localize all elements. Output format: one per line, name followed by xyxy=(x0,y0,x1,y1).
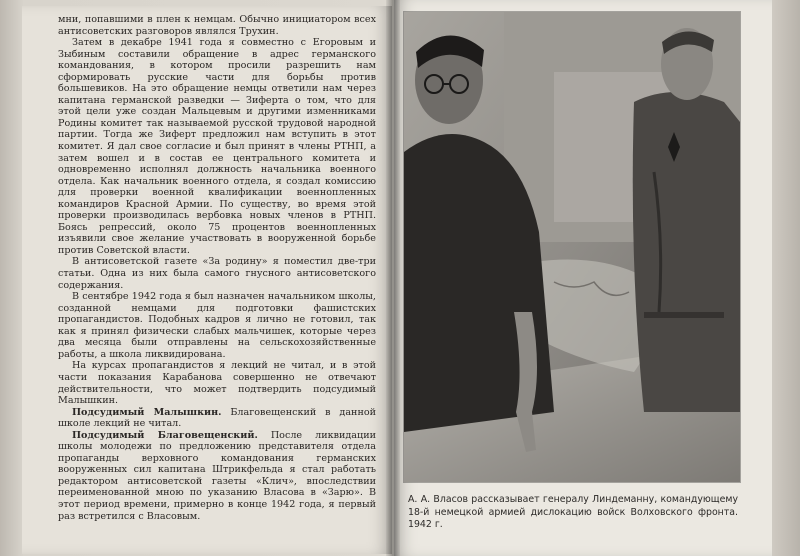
paragraph xyxy=(58,256,376,291)
historical-photograph xyxy=(404,12,740,482)
paragraph-text: В антисоветской газете «За родину» я поместил две-три статьи. Одна из них была самого гнусного антисоветского содержания. xyxy=(58,256,376,291)
photo-caption: А. А. Власов рассказывает генералу Линдеманну, командующему 18-й немецкой армией дислокацию войск Волховского фронта. 1942 г. xyxy=(408,494,738,531)
page-edges xyxy=(772,0,800,556)
speaker-name: Подсудимый Малышкин. xyxy=(72,406,222,418)
paragraph-text: В сентябре 1942 года я был назначен начальником школы, созданной немцами для подготовки фашистских пропагандистов. Подобных кадров я лично не готовил, так как я принял физически слабых мальчишек, которые через два месяца были отправлены на сельскохозяйственные работы, а школа ликвидирована. xyxy=(58,291,376,360)
paragraph-text: После ликвидации школы молодежи по предложению представителя отдела пропаганды верховного командования германских вооруженных сил капитана Штрикфельда я стал работать редактором антисоветской газеты «Клич», впоследствии переименованной мною по указанию Власова в «Зарю». В этот период времени, примерно в конце 1942 года, я первый раз встретился с Власовым. xyxy=(58,429,376,522)
paragraph-text: мни, попавшими в плен к немцам. Обычно инициатором всех антисоветских разговоров являлся Трухин. xyxy=(58,14,376,37)
paragraph xyxy=(58,360,376,406)
book-gutter xyxy=(386,0,400,556)
left-page-text xyxy=(58,14,376,522)
paragraph xyxy=(58,37,376,256)
paragraph-text: На курсах пропагандистов я лекций не читал, и в этой части показания Карабанова совершенно не отвечают действительности, что может подтвердить подсудимый Малышкин. xyxy=(58,360,376,407)
paragraph-text: Благовещенский в данной школе лекций не читал. xyxy=(58,406,377,430)
paragraph xyxy=(58,14,376,37)
paragraph-text: Затем в декабре 1941 года я совместно с Егоровым и Зыбиным составили обращение в адрес германского командования, в котором просили разрешить нам сформировать русские части для борьбы против большевиков. На это обращение немцы ответили нам через капитана германской разведки — Зиферта о том, что для этой цели уже создан Мальцевым и другими изменниками Родины комитет так называемой русской трудовой народной партии. Тогда же Зиферт предложил нам вступить в этот комитет. Я дал свое согласие и был принят в члены РТНП, а затем вошел и в состав ее центрального комитета и одновременно исполнял должность начальника военного отдела. Как начальник военного отдела, я создал комиссию для проверки военной квалификации военнопленных командиров Красной Армии. По существу, во время этой проверки производилась вербовка новых членов в РТНП. Боясь репрессий, около 75 процентов военнопленных изъявили свое желание участвовать в вооруженной борьбе против Советской власти. xyxy=(58,37,376,256)
paragraph xyxy=(58,291,376,360)
photo-illustration xyxy=(404,12,740,482)
paragraph xyxy=(58,407,376,430)
paragraph xyxy=(58,430,376,522)
speaker-name: Подсудимый Благовещенский. xyxy=(72,429,258,441)
